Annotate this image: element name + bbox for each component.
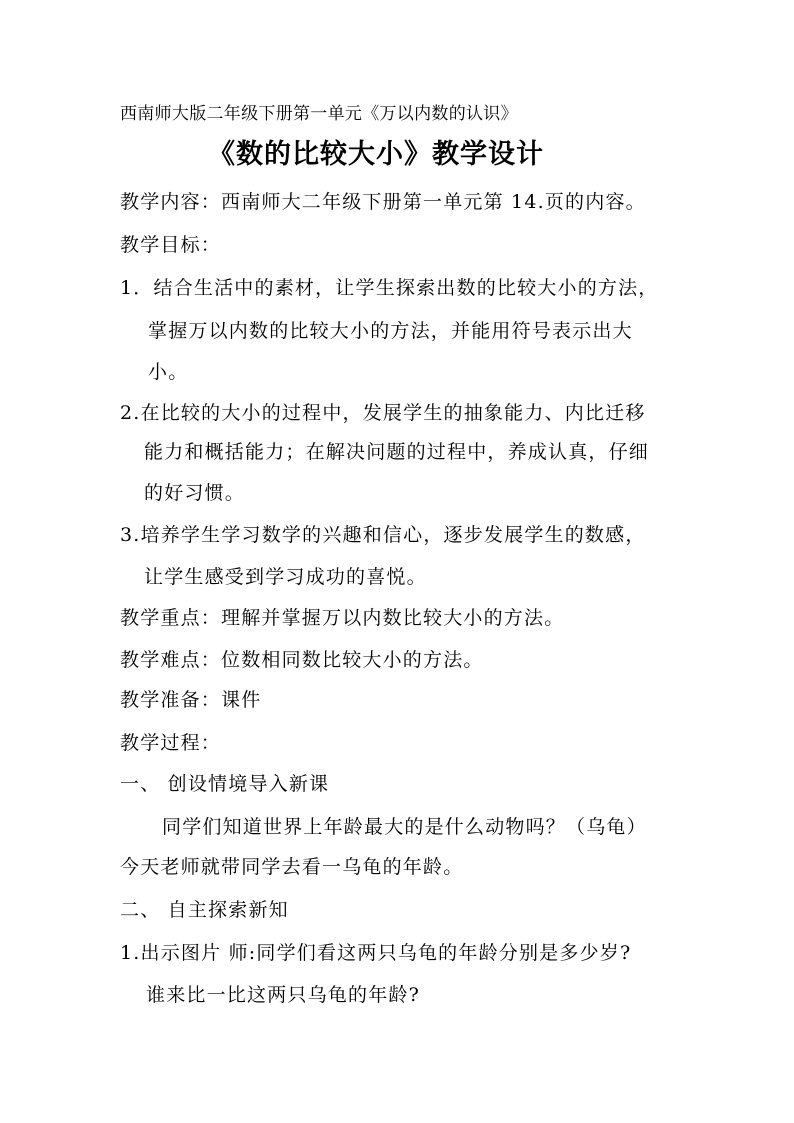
section-2-heading: 二、 自主探索新知	[120, 899, 289, 921]
teaching-content: 教学内容：西南师大二年级下册第一单元第 14.页的内容。	[120, 191, 646, 213]
section-1-heading: 一、 创设情境导入新课	[120, 773, 330, 795]
section-1-para-line-2: 今天老师就带同学去看一乌龟的年龄。	[120, 856, 464, 878]
objective-3-line-1: 3.培养学生学习数学的兴趣和信心，逐步发展学生的数感，	[120, 524, 646, 546]
section-2-item-1-line-1: 1.出示图片 师:同学们看这两只乌龟的年龄分别是多少岁?	[120, 942, 632, 964]
difficulty: 教学难点：位数相同数比较大小的方法。	[120, 649, 484, 671]
document-title: 《数的比较大小》教学设计	[208, 139, 544, 170]
objective-3-line-2: 让学生感受到学习成功的喜悦。	[144, 566, 427, 588]
preparation: 教学准备：课件	[120, 689, 262, 711]
objective-1-line-2: 掌握万以内数的比较大小的方法，并能用符号表示出大	[148, 320, 633, 342]
process-label: 教学过程：	[120, 732, 222, 754]
objective-2-line-1: 2.在比较的大小的过程中，发展学生的抽象能力、内比迁移	[120, 402, 646, 424]
section-2-item-1-line-2: 谁来比一比这两只乌龟的年龄?	[146, 984, 420, 1006]
key-point: 教学重点：理解并掌握万以内数比较大小的方法。	[120, 607, 565, 629]
objectives-label: 教学目标：	[120, 234, 222, 256]
objective-2-line-3: 的好习惯。	[144, 482, 246, 504]
objective-2-line-2: 能力和概括能力；在解决问题的过程中，养成认真，仔细	[144, 441, 650, 463]
section-1-para-line-1: 同学们知道世界上年龄最大的是什么动物吗？（乌龟）	[162, 816, 647, 838]
header-line: 西南师大版二年级下册第一单元《万以内数的认识》	[120, 104, 518, 124]
objective-1-line-3: 小。	[148, 361, 189, 383]
objective-1-line-1: 1．结合生活中的素材，让学生探索出数的比较大小的方法，	[120, 277, 659, 299]
